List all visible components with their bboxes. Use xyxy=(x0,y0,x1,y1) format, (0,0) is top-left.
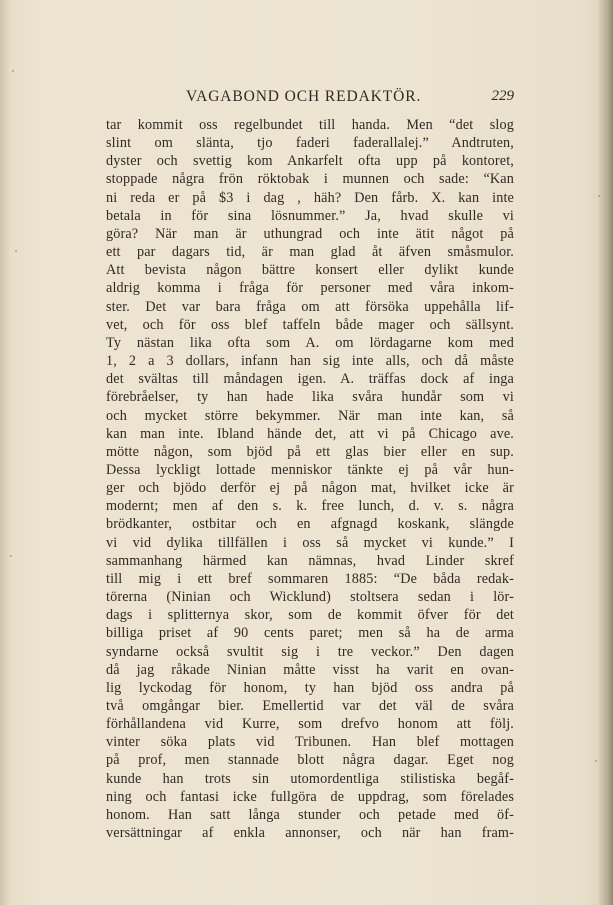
text-line: det svältas till måndagen igen. A. träffas dock af inga xyxy=(106,371,514,388)
page-number: 229 xyxy=(491,88,514,104)
text-line: då jag råkade Ninian måtte visst ha varit en ovan- xyxy=(106,661,514,678)
text-line: billiga priset af 90 cents paret; men så ha de arma xyxy=(106,625,514,642)
text-line: mötte någon, som bjöd på ett glas bier eller en sup. xyxy=(106,443,514,460)
text-line: förhållandena vid Kurre, som drefvo honom att följ. xyxy=(106,716,514,733)
page-header xyxy=(106,88,514,110)
page-left-edge xyxy=(0,0,10,905)
text-line: till mig i ett bref sommaren 1885: “De båda redak- xyxy=(106,570,514,587)
body-text xyxy=(106,116,514,842)
text-line: honom. Han satt långa stunder och petade med öf- xyxy=(106,806,514,823)
text-line: kan man inte. Ibland hände det, att vi på Chicago ave. xyxy=(106,425,514,442)
text-line: aldrig komma i fråga för personer med våra inkom- xyxy=(106,280,514,297)
text-line: ett par dagars tid, är man glad åt äfven småsmulor. xyxy=(106,244,514,261)
paper-speck xyxy=(12,70,14,72)
text-line: versättningar af enkla annonser, och när han fram- xyxy=(106,825,514,842)
text-line: vinter söka plats vid Tribunen. Han blef mottagen xyxy=(106,734,514,751)
text-line: dags i splitternya skor, som de kommit öfver för det xyxy=(106,607,514,624)
text-line: dyster och svettig kom Ankarfelt ofta upp på kontoret, xyxy=(106,153,514,170)
text-line: 1, 2 a 3 dollars, infann han sig inte alls, och då måste xyxy=(106,353,514,370)
text-line: betala in för sina lösnummer.” Ja, hvad skulle vi xyxy=(106,207,514,224)
text-line: slint om slänta, tjo faderi faderallalej.” Andtruten, xyxy=(106,135,514,152)
text-line: tar kommit oss regelbundet till handa. Men “det slog xyxy=(106,117,514,133)
paper-speck xyxy=(595,760,597,762)
text-line: på prof, men stannade blott några dagar. Eget nog xyxy=(106,752,514,769)
text-line: Dessa lyckligt lottade menniskor tänkte ej på vår hun- xyxy=(106,461,514,478)
text-line: modernt; men af den s. k. free lunch, d. v. s. några xyxy=(106,498,514,515)
text-line: stoppade några frön röktobak i munnen och sade: “Kan xyxy=(106,171,514,188)
text-line: vi vid dylika tillfällen i oss så mycket vi kunde.” I xyxy=(106,534,514,551)
running-head: VAGABOND OCH REDAKTÖR. xyxy=(186,88,422,105)
text-line: två omgångar bier. Emellertid var det väl de svåra xyxy=(106,698,514,714)
paper-speck xyxy=(10,555,12,557)
text-line: ster. Det var bara fråga om att försöka uppehålla lif- xyxy=(106,298,514,315)
text-line: och mycket större bekymmer. När man inte kan, så xyxy=(106,407,514,424)
text-line: vet, och för oss blef taffeln både mager och sällsynt. xyxy=(106,316,514,333)
text-line: förebråelser, ty han hade lika svåra hundår som vi xyxy=(106,389,514,406)
text-line: lig lyckodag för honom, ty han bjöd oss andra på xyxy=(106,679,514,696)
paper-speck xyxy=(15,250,17,252)
text-line: brödkanter, ostbitar och en afgnagd koskank, slängde xyxy=(106,516,514,533)
text-line: göra? När man är uthungrad och inte ätit något på xyxy=(106,225,514,242)
text-line: ger och bjödo derför ej på någon mat, hvilket icke är xyxy=(106,480,514,497)
paper-speck xyxy=(598,195,600,197)
page-binding-shadow xyxy=(599,0,613,905)
text-line: ning och fantasi icke fullgöra de uppdrag, som förelades xyxy=(106,788,514,805)
text-line: ni reda er på $3 i dag , häh? Den fårb. X. kan inte xyxy=(106,189,514,206)
text-line: törerna (Ninian och Wicklund) stoltsera sedan i lör- xyxy=(106,589,514,606)
text-line: syndarne också svultit sig i tre veckor.” Den dagen xyxy=(106,643,514,660)
text-line: Att bevista någon bättre konsert eller dylikt kunde xyxy=(106,262,514,279)
text-line: kunde han trots sin utomordentliga stilistiska begåf- xyxy=(106,770,514,787)
text-line: sammanhang härmed kan nämnas, hvad Linder skref xyxy=(106,552,514,569)
text-line: Ty nästan lika ofta som A. om lördagarne kom med xyxy=(106,334,514,351)
